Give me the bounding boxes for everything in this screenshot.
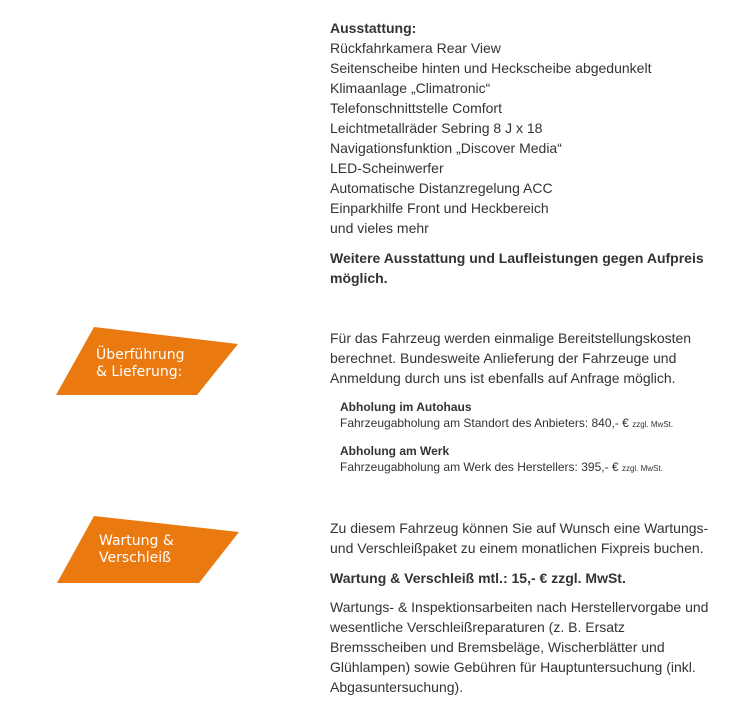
equipment-item: Leichtmetallräder Sebring 8 J x 18 [330, 120, 543, 136]
maintenance-intro: Zu diesem Fahrzeug können Sie auf Wunsch eine Wartungs- und Verschleißpaket zu einem monatlichen Fixpreis buchen. [330, 520, 709, 556]
equipment-item: und vieles mehr [330, 220, 429, 236]
delivery-intro: Für das Fahrzeug werden einmalige Bereitstellungskosten berechnet. Bundesweite Anlieferung der Fahrzeuge und Anmeldung durch uns ist ebenfalls auf Anfrage möglich. [330, 330, 692, 386]
equipment-extra-note: Weitere Ausstattung und Laufleistungen gegen Aufpreis möglich. [330, 250, 704, 286]
equipment-item: Telefonschnittstelle Comfort [330, 100, 502, 116]
equipment-item: Klimaanlage „Climatronic“ [330, 80, 491, 96]
delivery-option-title: Abholung am Werk [340, 444, 450, 458]
maintenance-badge [57, 516, 239, 583]
maintenance-badge-label [99, 533, 174, 567]
maintenance-price: Wartung & Verschleiß mtl.: 15,- € zzgl. MwSt. [330, 570, 626, 586]
equipment-item: Einparkhilfe Front und Heckbereich [330, 200, 549, 216]
equipment-item: Rückfahrkamera Rear View [330, 40, 501, 56]
equipment-item: Automatische Distanzregelung ACC [330, 180, 553, 196]
maintenance-badge-line1: Wartung & [99, 533, 174, 549]
delivery-option-tax: zzgl. MwSt. [621, 464, 663, 473]
delivery-option-price: Fahrzeugabholung am Standort des Anbieters: 840,- € [340, 416, 629, 430]
delivery-option-tax: zzgl. MwSt. [632, 420, 674, 429]
equipment-item: Navigationsfunktion „Discover Media“ [330, 140, 562, 156]
equipment-heading: Ausstattung: [330, 20, 417, 36]
equipment-list [330, 38, 730, 238]
delivery-badge-line1: Überführung [96, 347, 185, 363]
delivery-badge [56, 327, 238, 395]
equipment-section [330, 18, 730, 238]
maintenance-details: Wartungs- & Inspektionsarbeiten nach Herstellervorgabe und wesentliche Verschleißreparaturen (z. B. Ersatz Bremsscheiben und Bremsbeläge, Wischerblätter und Glühlampen) sowie Gebühren für Hauptuntersuchung (inkl. Abgasuntersuchung). [330, 599, 709, 695]
equipment-item: Seitenscheibe hinten und Heckscheibe abgedunkelt [330, 60, 652, 76]
delivery-option-title: Abholung im Autohaus [340, 400, 472, 414]
delivery-badge-line2: & Lieferung: [96, 364, 183, 380]
delivery-option-text [340, 415, 740, 433]
delivery-badge-label [96, 347, 185, 381]
delivery-option-werk [340, 443, 740, 477]
delivery-option-text [340, 459, 740, 477]
equipment-item: LED-Scheinwerfer [330, 160, 444, 176]
maintenance-badge-line2: Verschleiß [99, 550, 171, 566]
delivery-option-price: Fahrzeugabholung am Werk des Herstellers: 395,- € [340, 460, 619, 474]
delivery-option-autohaus [340, 399, 740, 433]
